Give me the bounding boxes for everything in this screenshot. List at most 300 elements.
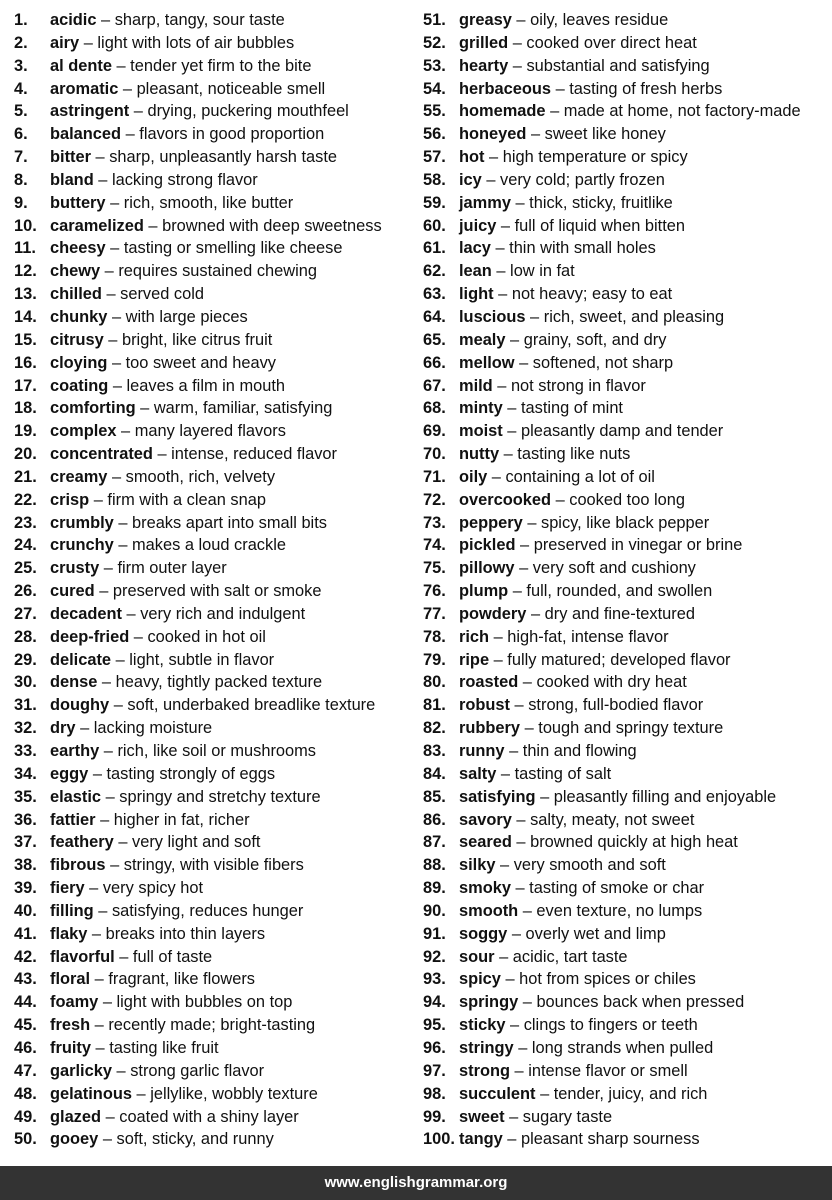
list-item: 80. roasted – cooked with dry heat	[423, 671, 828, 694]
list-item: 3. al dente – tender yet firm to the bite	[14, 55, 414, 78]
item-definition: firm outer layer	[117, 559, 227, 578]
list-item: 61. lacy – thin with small holes	[423, 237, 828, 260]
item-number: 63.	[423, 285, 446, 304]
list-item: 4. aromatic – pleasant, noticeable smell	[14, 78, 414, 101]
item-definition: strong garlic flavor	[130, 1061, 265, 1080]
item-definition: heavy, tightly packed texture	[115, 673, 323, 692]
list-item: 38. fibrous – stringy, with visible fibers	[14, 854, 414, 877]
item-term: honeyed	[459, 125, 527, 144]
item-definition: bright, like citrus fruit	[121, 330, 273, 349]
item-number: 88.	[423, 856, 446, 875]
item-term: earthy	[50, 742, 100, 760]
item-term: delicate	[50, 650, 112, 669]
item-number: 80.	[423, 673, 446, 692]
item-definition: browned quickly at high heat	[530, 833, 738, 852]
item-number: 31.	[14, 696, 37, 715]
list-item: 88. silky – very smooth and soft	[423, 854, 828, 877]
footer-bar	[0, 1166, 832, 1200]
item-number: 25.	[14, 559, 37, 578]
item-term: flaky	[50, 924, 88, 943]
item-number: 86.	[423, 810, 446, 829]
item-definition: fragrant, like flowers	[108, 970, 255, 989]
list-item: 62. lean – low in fat	[423, 260, 828, 283]
item-definition: rich, sweet, and pleasing	[543, 307, 725, 326]
item-number: 46.	[14, 1038, 37, 1057]
item-term: garlicky	[50, 1061, 112, 1080]
item-term: plump	[459, 582, 509, 601]
item-definition: intense flavor or smell	[528, 1061, 688, 1080]
item-definition: overly wet and limp	[525, 924, 666, 943]
item-number: 32.	[14, 719, 37, 738]
item-definition: coated with a shiny layer	[119, 1107, 299, 1126]
item-term: strong	[459, 1061, 510, 1080]
list-item: 54. herbaceous – tasting of fresh herbs	[423, 78, 828, 101]
item-number: 76.	[423, 582, 446, 601]
item-term: crunchy	[50, 536, 114, 555]
list-item: 98. succulent – tender, juicy, and rich	[423, 1083, 828, 1106]
item-term: soggy	[459, 924, 508, 943]
list-item: 87. seared – browned quickly at high heat	[423, 831, 828, 854]
item-definition: breaks into thin layers	[105, 924, 266, 943]
item-term: glazed	[50, 1107, 102, 1126]
item-number: 21.	[14, 467, 37, 486]
item-term: caramelized	[50, 216, 144, 235]
item-definition: rich, smooth, like butter	[123, 193, 294, 212]
item-term: ripe	[459, 650, 490, 669]
item-number: 44.	[14, 993, 37, 1012]
item-definition: preserved in vinegar or brine	[533, 536, 743, 555]
list-item: 2. airy – light with lots of air bubbles	[14, 32, 414, 55]
word-list-right-column	[423, 9, 828, 1151]
list-item: 74. pickled – preserved in vinegar or brine	[423, 534, 828, 557]
item-term: chewy	[50, 262, 101, 281]
item-definition: light, subtle in flavor	[129, 650, 275, 669]
item-term: creamy	[50, 467, 108, 486]
item-number: 69.	[423, 422, 446, 441]
item-term: filling	[50, 901, 94, 920]
item-term: bitter	[50, 148, 91, 167]
item-definition: higher in fat, richer	[113, 810, 250, 829]
list-item: 32. dry – lacking moisture	[14, 717, 414, 740]
item-definition: makes a loud crackle	[132, 536, 286, 555]
item-number: 42.	[14, 947, 37, 966]
item-definition: many layered flavors	[134, 422, 286, 441]
item-definition: browned with deep sweetness	[162, 216, 382, 235]
item-definition: tough and springy texture	[538, 719, 724, 738]
item-definition: preserved with salt or smoke	[112, 582, 322, 601]
item-term: hearty	[459, 56, 509, 75]
list-item: 9. buttery – rich, smooth, like butter	[14, 192, 414, 215]
item-term: pillowy	[459, 559, 515, 578]
item-definition: lacking moisture	[93, 719, 213, 738]
item-term: concentrated	[50, 445, 153, 464]
item-definition: containing a lot of oil	[505, 467, 655, 486]
item-term: chilled	[50, 285, 102, 304]
list-item: 58. icy – very cold; partly frozen	[423, 169, 828, 192]
item-definition: with large pieces	[125, 307, 248, 326]
item-number: 84.	[423, 764, 446, 783]
list-item: 27. decadent – very rich and indulgent	[14, 603, 414, 626]
list-item: 72. overcooked – cooked too long	[423, 489, 828, 512]
item-term: buttery	[50, 193, 106, 212]
item-term: robust	[459, 696, 510, 715]
list-item: 34. eggy – tasting strongly of eggs	[14, 763, 414, 786]
item-definition: not heavy; easy to eat	[511, 285, 673, 304]
item-term: tangy	[459, 1130, 503, 1149]
item-definition: tasting of salt	[514, 764, 612, 783]
item-term: fattier	[50, 810, 96, 829]
item-definition: even texture, no lumps	[536, 901, 703, 920]
item-term: smooth	[459, 901, 519, 920]
list-item: 100. tangy – pleasant sharp sourness	[423, 1128, 828, 1151]
item-number: 94.	[423, 993, 446, 1012]
item-term: stringy	[459, 1038, 514, 1057]
list-item: 15. citrusy – bright, like citrus fruit	[14, 329, 414, 352]
item-definition: lacking strong flavor	[111, 170, 258, 189]
list-item: 29. delicate – light, subtle in flavor	[14, 649, 414, 672]
item-number: 71.	[423, 467, 446, 486]
item-definition: smooth, rich, velvety	[125, 467, 276, 486]
item-definition: satisfying, reduces hunger	[111, 901, 304, 920]
item-definition: oily, leaves residue	[530, 11, 669, 29]
list-item: 76. plump – full, rounded, and swollen	[423, 580, 828, 603]
list-item: 12. chewy – requires sustained chewing	[14, 260, 414, 283]
item-definition: tasting like fruit	[109, 1038, 219, 1057]
list-item: 84. salty – tasting of salt	[423, 763, 828, 786]
item-term: complex	[50, 422, 117, 441]
item-number: 20.	[14, 445, 37, 464]
item-term: grilled	[459, 33, 509, 52]
item-number: 93.	[423, 970, 446, 989]
list-item: 82. rubbery – tough and springy texture	[423, 717, 828, 740]
item-definition: hot from spices or chiles	[519, 970, 696, 989]
item-number: 37.	[14, 833, 37, 852]
item-definition: firm with a clean snap	[107, 490, 266, 509]
item-definition: thick, sticky, fruitlike	[529, 193, 673, 212]
item-definition: dry and fine-textured	[544, 604, 695, 623]
item-definition: tasting of smoke or char	[529, 879, 705, 898]
list-item: 11. cheesy – tasting or smelling like cheese	[14, 237, 414, 260]
item-term: sour	[459, 947, 495, 966]
list-item: 81. robust – strong, full-bodied flavor	[423, 694, 828, 717]
item-number: 23.	[14, 513, 37, 532]
item-definition: low in fat	[510, 262, 575, 281]
item-term: balanced	[50, 125, 122, 144]
list-item: 44. foamy – light with bubbles on top	[14, 991, 414, 1014]
item-definition: cooked over direct heat	[526, 33, 697, 52]
item-term: citrusy	[50, 330, 104, 349]
item-term: coating	[50, 376, 109, 395]
list-item: 16. cloying – too sweet and heavy	[14, 352, 414, 375]
item-term: deep-fried	[50, 627, 130, 646]
item-number: 47.	[14, 1061, 37, 1080]
list-item: 7. bitter – sharp, unpleasantly harsh taste	[14, 146, 414, 169]
item-term: fresh	[50, 1016, 91, 1035]
item-term: silky	[459, 856, 496, 875]
item-number: 62.	[423, 262, 446, 281]
item-number: 48.	[14, 1084, 37, 1103]
item-term: jammy	[459, 193, 511, 212]
item-number: 97.	[423, 1061, 446, 1080]
item-number: 98.	[423, 1084, 446, 1103]
item-term: aromatic	[50, 79, 119, 98]
item-term: doughy	[50, 696, 110, 715]
list-item: 52. grilled – cooked over direct heat	[423, 32, 828, 55]
item-definition: recently made; bright-tasting	[108, 1016, 316, 1035]
item-definition: intense, reduced flavor	[171, 445, 337, 464]
item-definition: grainy, soft, and dry	[523, 330, 667, 349]
list-item: 73. peppery – spicy, like black pepper	[423, 512, 828, 535]
item-number: 3.	[14, 56, 28, 75]
list-item: 51. greasy – oily, leaves residue	[423, 9, 828, 32]
list-item: 47. garlicky – strong garlic flavor	[14, 1060, 414, 1083]
item-number: 91.	[423, 924, 446, 943]
item-definition: tender yet firm to the bite	[130, 56, 312, 75]
list-item: 66. mellow – softened, not sharp	[423, 352, 828, 375]
list-item: 63. light – not heavy; easy to eat	[423, 283, 828, 306]
item-definition: thin and flowing	[522, 742, 637, 760]
item-number: 70.	[423, 445, 446, 464]
item-definition: flavors in good proportion	[139, 125, 325, 144]
item-term: luscious	[459, 307, 526, 326]
item-number: 15.	[14, 330, 37, 349]
list-item: 25. crusty – firm outer layer	[14, 557, 414, 580]
item-term: rich	[459, 627, 490, 646]
item-number: 30.	[14, 673, 37, 692]
item-number: 18.	[14, 399, 37, 418]
list-item: 18. comforting – warm, familiar, satisfying	[14, 397, 414, 420]
item-number: 16.	[14, 353, 37, 372]
item-number: 4.	[14, 79, 28, 98]
item-term: foamy	[50, 993, 99, 1012]
item-number: 24.	[14, 536, 37, 555]
item-definition: soft, sticky, and runny	[116, 1130, 274, 1149]
item-number: 83.	[423, 742, 446, 760]
item-definition: softened, not sharp	[532, 353, 674, 372]
item-term: moist	[459, 422, 503, 441]
item-definition: pleasantly filling and enjoyable	[553, 787, 777, 806]
item-number: 95.	[423, 1016, 446, 1035]
item-term: runny	[459, 742, 505, 760]
list-item: 86. savory – salty, meaty, not sweet	[423, 809, 828, 832]
item-definition: salty, meaty, not sweet	[530, 810, 695, 829]
item-number: 67.	[423, 376, 446, 395]
item-number: 90.	[423, 901, 446, 920]
item-term: flavorful	[50, 947, 115, 966]
item-number: 2.	[14, 33, 28, 52]
item-term: fibrous	[50, 856, 106, 875]
item-term: cheesy	[50, 239, 106, 258]
list-item: 35. elastic – springy and stretchy texture	[14, 786, 414, 809]
item-number: 77.	[423, 604, 446, 623]
list-item: 21. creamy – smooth, rich, velvety	[14, 466, 414, 489]
item-number: 92.	[423, 947, 446, 966]
list-item: 89. smoky – tasting of smoke or char	[423, 877, 828, 900]
item-definition: cooked too long	[569, 490, 685, 509]
item-definition: jellylike, wobbly texture	[150, 1084, 318, 1103]
item-definition: very spicy hot	[102, 879, 204, 898]
item-number: 72.	[423, 490, 446, 509]
list-item: 8. bland – lacking strong flavor	[14, 169, 414, 192]
item-term: spicy	[459, 970, 501, 989]
item-definition: requires sustained chewing	[118, 262, 317, 281]
list-item: 85. satisfying – pleasantly filling and enjoyable	[423, 786, 828, 809]
item-definition: tasting of mint	[520, 399, 623, 418]
item-definition: high temperature or spicy	[502, 148, 688, 167]
item-number: 53.	[423, 56, 446, 75]
item-definition: cooked with dry heat	[536, 673, 687, 692]
item-term: eggy	[50, 764, 89, 783]
list-item: 33. earthy – rich, like soil or mushrooms	[14, 740, 414, 763]
item-definition: very rich and indulgent	[140, 604, 306, 623]
item-term: pickled	[459, 536, 516, 555]
item-number: 74.	[423, 536, 446, 555]
item-definition: tasting or smelling like cheese	[123, 239, 343, 258]
list-item: 78. rich – high-fat, intense flavor	[423, 626, 828, 649]
list-item: 26. cured – preserved with salt or smoke	[14, 580, 414, 603]
item-number: 38.	[14, 856, 37, 875]
item-definition: bounces back when pressed	[536, 993, 745, 1012]
item-number: 50.	[14, 1130, 37, 1149]
item-definition: light with bubbles on top	[116, 993, 293, 1012]
list-item: 50. gooey – soft, sticky, and runny	[14, 1128, 414, 1151]
item-definition: cooked in hot oil	[147, 627, 266, 646]
item-definition: tasting like nuts	[517, 445, 631, 464]
item-number: 10.	[14, 216, 37, 235]
item-number: 14.	[14, 307, 37, 326]
item-number: 75.	[423, 559, 446, 578]
list-item: 17. coating – leaves a film in mouth	[14, 375, 414, 398]
list-item: 49. glazed – coated with a shiny layer	[14, 1106, 414, 1129]
item-term: elastic	[50, 787, 102, 806]
item-definition: pleasant, noticeable smell	[136, 79, 326, 98]
item-definition: spicy, like black pepper	[541, 513, 710, 532]
list-item: 97. strong – intense flavor or smell	[423, 1060, 828, 1083]
item-number: 40.	[14, 901, 37, 920]
list-item: 14. chunky – with large pieces	[14, 306, 414, 329]
item-definition: too sweet and heavy	[125, 353, 276, 372]
item-definition: warm, familiar, satisfying	[153, 399, 333, 418]
item-number: 41.	[14, 924, 37, 943]
item-definition: tasting strongly of eggs	[106, 764, 276, 783]
item-definition: full, rounded, and swollen	[526, 582, 713, 601]
list-item: 70. nutty – tasting like nuts	[423, 443, 828, 466]
list-item: 68. minty – tasting of mint	[423, 397, 828, 420]
item-number: 66.	[423, 353, 446, 372]
item-number: 82.	[423, 719, 446, 738]
item-number: 45.	[14, 1016, 37, 1035]
item-number: 28.	[14, 627, 37, 646]
list-item: 71. oily – containing a lot of oil	[423, 466, 828, 489]
item-number: 34.	[14, 764, 37, 783]
item-term: floral	[50, 970, 91, 989]
list-item: 42. flavorful – full of taste	[14, 946, 414, 969]
list-item: 53. hearty – substantial and satisfying	[423, 55, 828, 78]
list-item: 95. sticky – clings to fingers or teeth	[423, 1014, 828, 1037]
item-definition: stringy, with visible fibers	[123, 856, 304, 875]
item-definition: pleasantly damp and tender	[520, 422, 724, 441]
item-definition: springy and stretchy texture	[119, 787, 321, 806]
item-number: 61.	[423, 239, 446, 258]
item-number: 56.	[423, 125, 446, 144]
item-number: 87.	[423, 833, 446, 852]
item-number: 99.	[423, 1107, 446, 1126]
item-definition: substantial and satisfying	[526, 56, 710, 75]
list-item: 59. jammy – thick, sticky, fruitlike	[423, 192, 828, 215]
list-item: 75. pillowy – very soft and cushiony	[423, 557, 828, 580]
item-number: 6.	[14, 125, 28, 144]
item-number: 100.	[423, 1130, 455, 1149]
item-definition: very smooth and soft	[513, 856, 666, 875]
list-item: 43. floral – fragrant, like flowers	[14, 968, 414, 991]
item-number: 8.	[14, 170, 28, 189]
item-definition: very soft and cushiony	[532, 559, 696, 578]
list-item: 22. crisp – firm with a clean snap	[14, 489, 414, 512]
item-term: comforting	[50, 399, 136, 418]
word-list-left-column	[14, 9, 414, 1151]
list-item: 6. balanced – flavors in good proportion	[14, 123, 414, 146]
item-term: crusty	[50, 559, 100, 578]
list-item: 41. flaky – breaks into thin layers	[14, 923, 414, 946]
item-term: lacy	[459, 239, 491, 258]
list-item: 5. astringent – drying, puckering mouthfeel	[14, 100, 414, 123]
list-item: 45. fresh – recently made; bright-tasting	[14, 1014, 414, 1037]
list-item: 23. crumbly – breaks apart into small bits	[14, 512, 414, 535]
item-number: 79.	[423, 650, 446, 669]
list-item: 91. soggy – overly wet and limp	[423, 923, 828, 946]
item-number: 26.	[14, 582, 37, 601]
list-item: 36. fattier – higher in fat, richer	[14, 809, 414, 832]
item-term: minty	[459, 399, 503, 418]
item-term: fiery	[50, 879, 85, 898]
item-term: al dente	[50, 56, 112, 75]
item-number: 55.	[423, 102, 446, 121]
list-item: 48. gelatinous – jellylike, wobbly texture	[14, 1083, 414, 1106]
item-number: 68.	[423, 399, 446, 418]
item-definition: leaves a film in mouth	[126, 376, 286, 395]
item-number: 49.	[14, 1107, 37, 1126]
list-item: 99. sweet – sugary taste	[423, 1106, 828, 1129]
item-definition: drying, puckering mouthfeel	[147, 102, 349, 121]
item-number: 59.	[423, 193, 446, 212]
item-number: 64.	[423, 307, 446, 326]
item-term: icy	[459, 170, 482, 189]
list-item: 46. fruity – tasting like fruit	[14, 1037, 414, 1060]
item-number: 85.	[423, 787, 446, 806]
item-number: 78.	[423, 627, 446, 646]
list-item: 67. mild – not strong in flavor	[423, 375, 828, 398]
item-term: feathery	[50, 833, 114, 852]
item-definition: full of taste	[132, 947, 213, 966]
item-term: gelatinous	[50, 1084, 132, 1103]
item-term: chunky	[50, 307, 108, 326]
item-term: salty	[459, 764, 497, 783]
item-term: nutty	[459, 445, 500, 464]
item-term: acidic	[50, 11, 97, 29]
list-item: 40. filling – satisfying, reduces hunger	[14, 900, 414, 923]
item-term: peppery	[459, 513, 523, 532]
list-item: 31. doughy – soft, underbaked breadlike texture	[14, 694, 414, 717]
item-term: overcooked	[459, 490, 552, 509]
item-definition: soft, underbaked breadlike texture	[127, 696, 376, 715]
item-number: 27.	[14, 604, 37, 623]
item-number: 35.	[14, 787, 37, 806]
list-item: 69. moist – pleasantly damp and tender	[423, 420, 828, 443]
list-item: 30. dense – heavy, tightly packed texture	[14, 671, 414, 694]
item-definition: not strong in flavor	[510, 376, 646, 395]
item-number: 19.	[14, 422, 37, 441]
list-item: 77. powdery – dry and fine-textured	[423, 603, 828, 626]
